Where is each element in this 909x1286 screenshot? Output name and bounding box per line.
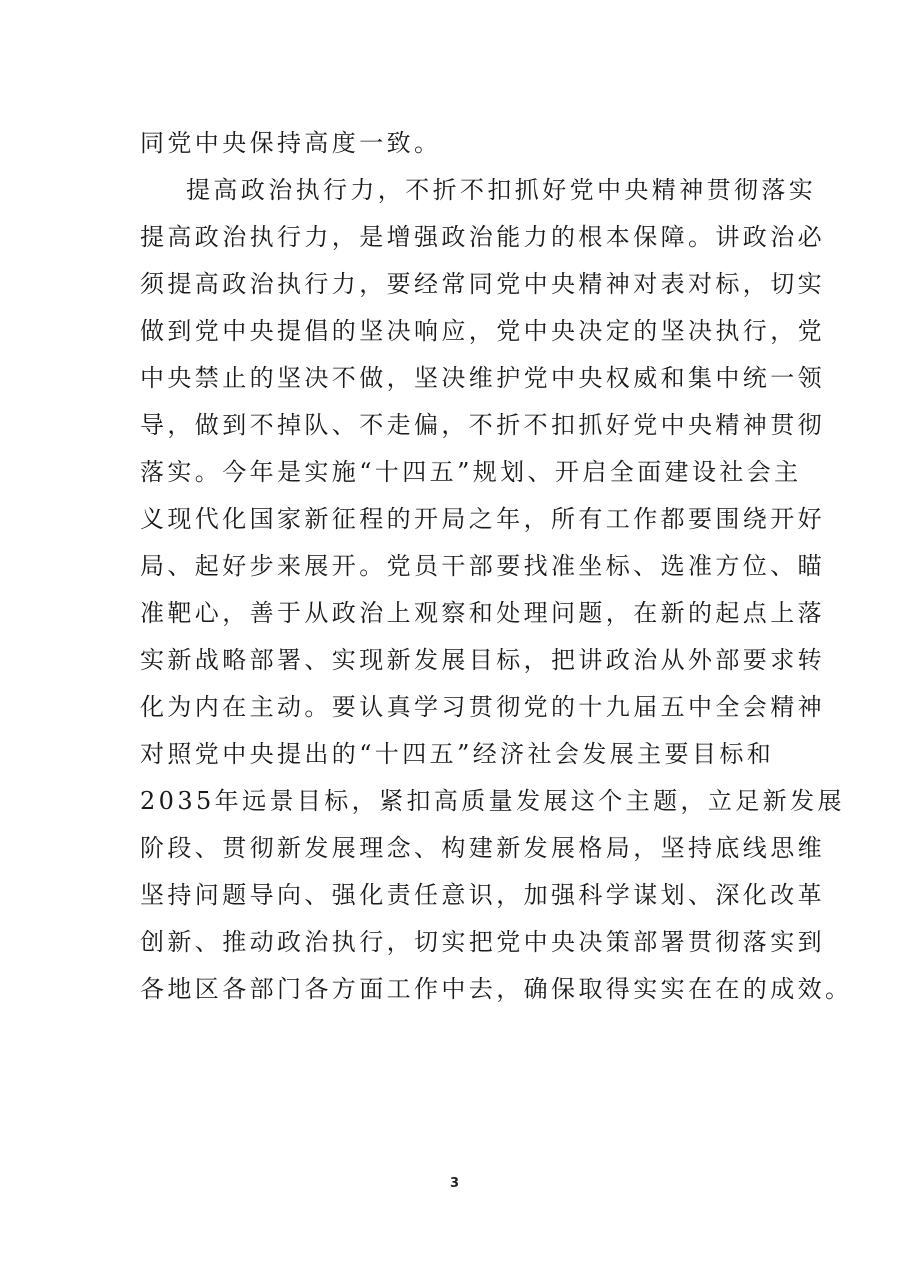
text-line: 须提高政治执行力，要经常同党中央精神对表对标，切实 [140, 270, 825, 298]
body-text [140, 120, 853, 1013]
text-line: 同党中央保持高度一致。 [140, 129, 442, 157]
text-line: 2035年远景目标，紧扣高质量发展这个主题，立足新发展 [140, 787, 845, 815]
text-line: 准靶心，善于从政治上观察和处理问题，在新的起点上落 [140, 599, 825, 627]
text-line: 局、起好步来展开。党员干部要找准坐标、选准方位、瞄 [140, 552, 825, 580]
text-line: 对照党中央提出的“十四五”经济社会发展主要目标和 [140, 740, 775, 768]
text-line: 各地区各部门各方面工作中去，确保取得实实在在的成效。 [140, 975, 853, 1003]
page-number: 3 [449, 1176, 460, 1191]
text-line: 阶段、贯彻新发展理念、构建新发展格局，坚持底线思维 [140, 834, 825, 862]
text-line: 做到党中央提倡的坚决响应，党中央决定的坚决执行，党 [140, 317, 825, 345]
text-line: 导，做到不掉队、不走偏，不折不扣抓好党中央精神贯彻 [140, 411, 825, 439]
text-line: 义现代化国家新征程的开局之年，所有工作都要围绕开好 [140, 505, 825, 533]
text-line: 坚持问题导向、强化责任意识，加强科学谋划、深化改革 [140, 881, 825, 909]
text-line: 创新、推动政治执行，切实把党中央决策部署贯彻落实到 [140, 928, 825, 956]
text-line: 化为内在主动。要认真学习贯彻党的十九届五中全会精神 [140, 693, 825, 721]
text-line: 实新战略部署、实现新发展目标，把讲政治从外部要求转 [140, 646, 825, 674]
text-line: 中央禁止的坚决不做，坚决维护党中央权威和集中统一领 [140, 364, 825, 392]
text-line: 提高政治执行力，是增强政治能力的根本保障。讲政治必 [140, 223, 825, 251]
text-line: 落实。今年是实施“十四五”规划、开启全面建设社会主 [140, 458, 802, 486]
section-heading: 提高政治执行力，不折不扣抓好党中央精神贯彻落实 [186, 176, 817, 204]
